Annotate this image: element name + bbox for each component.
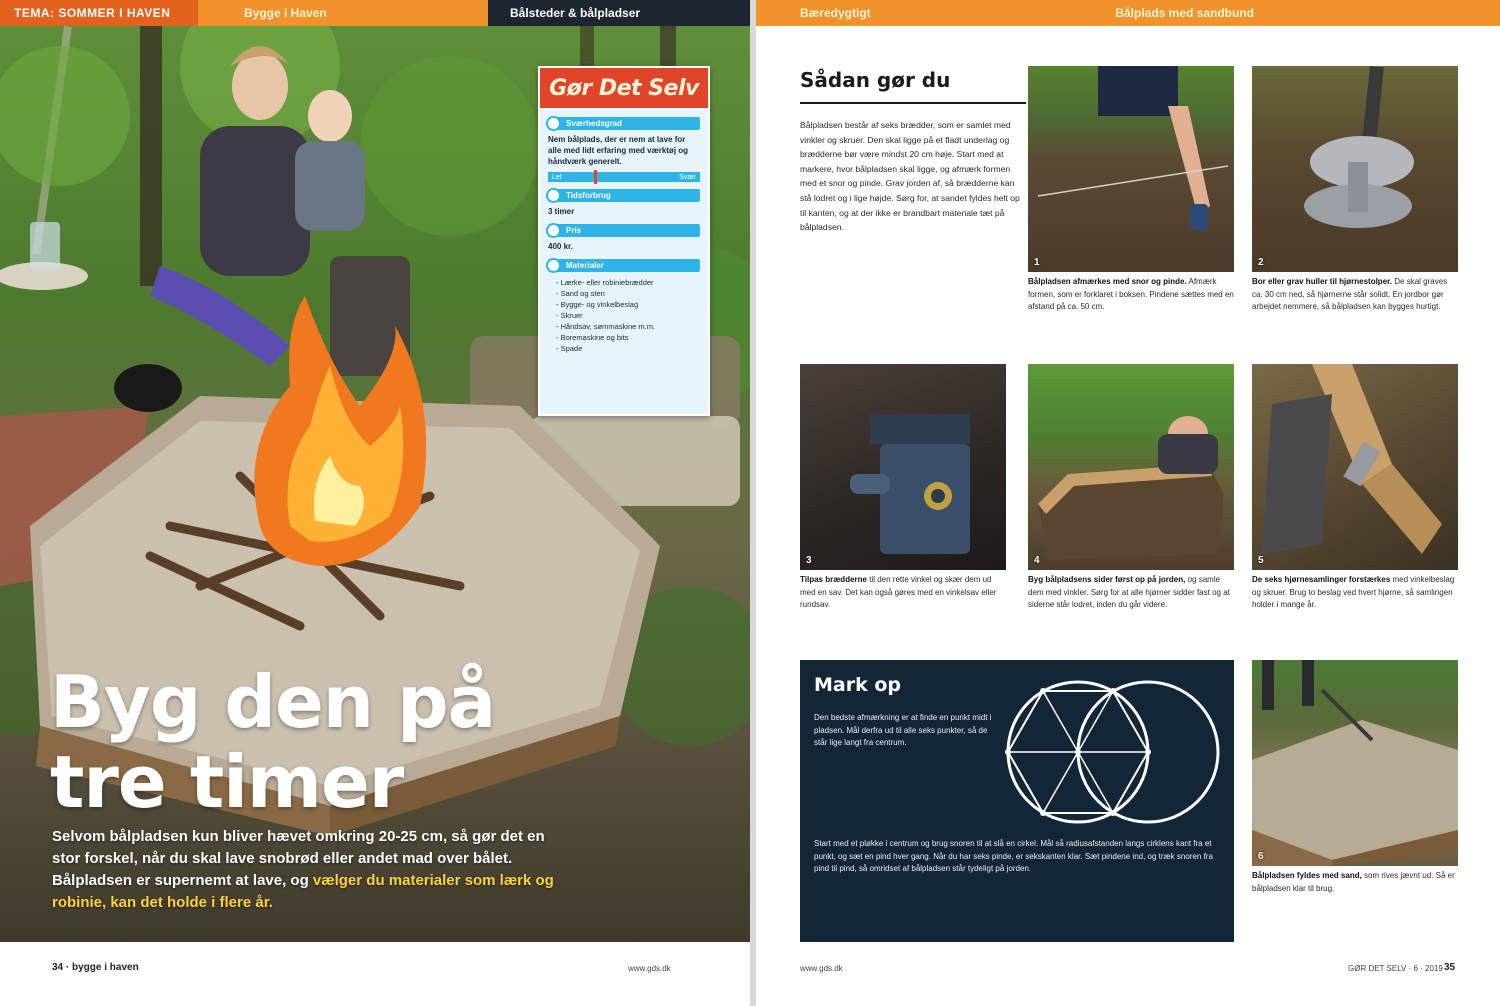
step-text: som rives jævnt ud. Så er bålpladsen klar til brug. — [1252, 871, 1455, 893]
gds-bar — [548, 117, 700, 130]
header-title-right: Bålplads med sandbund — [1115, 6, 1254, 20]
mark-op-box — [800, 660, 1234, 942]
page-number-left: 34 · bygge i haven — [52, 962, 139, 973]
intro-text: Bålpladsen består af seks brædder, som er samlet med vinkler og skruer. Den skal ligge på et fladt underlag og brædderne bør være mindst 20 cm høje. Start med at markere, hvor bålpladsen skal ligge, og afmærk formen med et snor og pinde. Grav jorden af, så brædderne kan stå lodret og i lige højde. Sørg for, at sandet fyldes helt op til kanten, og at der ikke er brandbart materiale tæt på bålpladsen. — [800, 120, 1020, 233]
gds-text: 3 timer — [548, 207, 575, 216]
materials-list — [548, 277, 700, 354]
list-item: - Håndsav, sømmaskine m.m. — [556, 322, 656, 331]
gds-title: Gør Det Selv — [540, 68, 708, 110]
difficulty-marker — [594, 170, 597, 184]
step-title: Bålpladsen fyldes med sand, — [1252, 871, 1362, 880]
gds-section-time — [548, 189, 700, 217]
article-title: Byg den på tre timer — [50, 660, 496, 824]
step-photo-3 — [800, 364, 1006, 570]
vise-photo — [800, 364, 1006, 570]
gds-label: Pris — [566, 226, 582, 235]
gds-info-box — [538, 66, 710, 416]
right-page — [756, 0, 1500, 1006]
step-text: og samle dem med vinkler. Sørg for at alle hjørner sidder fast og at siderne står lodret, inden du går videre. — [1028, 575, 1230, 609]
step-title: Bålpladsen afmærkes med snor og pinde. — [1028, 277, 1187, 286]
step-photo-6 — [1252, 660, 1458, 866]
toolbox-icon — [546, 258, 561, 273]
gds-label: Tidsforbrug — [566, 191, 611, 200]
step-title: Bor eller grav huller til hjørnestolper. — [1252, 277, 1393, 286]
step-title: Byg bålpladsens sider først op på jorden, — [1028, 575, 1186, 584]
list-item: - Sand og sten — [556, 289, 605, 298]
list-item: - Spade — [556, 344, 583, 353]
clock-icon — [546, 188, 561, 203]
step-caption-2 — [1252, 276, 1458, 314]
mark-op-text-1: Den bedste afmærkning er at finde en punkt midt i pladsen. Mål derfra ud til alle seks punkter, så de står lige langt fra centrum. — [814, 713, 992, 747]
step-title: De seks hjørnesamlinger forstærkes — [1252, 575, 1391, 584]
difficulty-scale — [548, 172, 700, 182]
step-photo-2 — [1252, 66, 1458, 272]
step-number: 3 — [806, 555, 812, 566]
list-item: - Boremaskine og bits — [556, 333, 629, 342]
step-caption-5 — [1252, 574, 1458, 612]
step-number: 6 — [1258, 851, 1264, 862]
step-text: til den rette vinkel og skær dem ud med en sav. Det kan også gøres med en vinkelsav eller rundsav. — [800, 575, 997, 609]
page-number-right: 35 — [1444, 962, 1456, 973]
step-photo-4 — [1028, 364, 1234, 570]
left-footer — [0, 942, 750, 1006]
header-section: TEMA: SOMMER I HAVEN — [0, 0, 198, 26]
step-number: 4 — [1034, 555, 1040, 566]
step-text: med vinkelbeslag og skruer. Brug to beslag ved hvert hjørne, så samlingen holder i mange år. — [1252, 575, 1455, 609]
mark-op-title: Mark op — [814, 674, 902, 696]
lead-text: Selvom bålpladsen kun bliver hævet omkring 20-25 cm, så gør det en stor forskel, når du skal lave snobrød eller andet mad over bålet. Bålpladsen er supernemt at lave, og — [52, 828, 545, 889]
step-number: 5 — [1258, 555, 1264, 566]
marking-photo — [1028, 66, 1234, 272]
gds-label: Materialer — [566, 261, 604, 270]
step-photo-5 — [1252, 364, 1458, 570]
lead-accent: vælger du materialer som lærk og robinie, kan det holde i flere år. — [52, 872, 554, 911]
header-right — [756, 0, 1500, 26]
footer-site-right: www.gds.dk — [800, 964, 843, 973]
corner-joint-photo — [1252, 364, 1458, 570]
auger-photo — [1252, 66, 1458, 272]
step-caption-3 — [800, 574, 1006, 612]
gds-bar — [548, 259, 700, 272]
gds-section-difficulty — [548, 117, 700, 182]
scale-max: Svær — [679, 173, 696, 181]
list-item: - Bygge- og vinkelbeslag — [556, 300, 639, 309]
scale-min: Let — [552, 173, 562, 181]
step-number: 1 — [1034, 257, 1040, 268]
right-footer — [756, 942, 1500, 1006]
gds-text: 400 kr. — [548, 242, 573, 251]
level-icon — [546, 116, 561, 131]
hexagon-diagram — [996, 674, 1226, 834]
step-caption-6 — [1252, 870, 1458, 895]
gds-label: Sværhedsgrad — [566, 119, 623, 128]
header-section-right: Bæredygtigt — [800, 6, 871, 20]
gds-section-materials — [548, 259, 700, 354]
gds-bar — [548, 224, 700, 237]
step-text: Afmærk formen, som er forklaret i boksen. Pindene sættes med en afstand på ca. 50 cm. — [1028, 277, 1234, 311]
coin-icon — [546, 223, 561, 238]
section-heading: Sådan gør du — [800, 68, 1026, 104]
gds-text: Nem bålplads, der er nem at lave for alle med lidt erfaring med værktøj og håndværk generelt. — [548, 135, 689, 166]
mark-op-text-2: Start med et pløkke i centrum og brug snoren til at slå en cirkel. Mål så radiusafstanden langs cirklens kant fra et punkt, og sæt en pind hver gang. Når du har seks pinde, er sekskanten klar. Sæt pindene ind, og træk snoren fra pind til pind, så omridset af bålpladsen står tydeligt på jorden. — [814, 839, 1213, 873]
step-text: De skal graves ca. 30 cm ned, så hjørnerne står solidt. En jordbor gør arbejdet nemmere, så bålpladsen kan bygges hurtigt. — [1252, 277, 1448, 311]
step-caption-4 — [1028, 574, 1234, 612]
step-photo-1 — [1028, 66, 1234, 272]
frame-building-photo — [1028, 364, 1234, 570]
list-item: - Lærke- eller robiniebrædder — [556, 278, 654, 287]
footer-issue: GØR DET SELV · 6 · 2019 — [1348, 964, 1443, 973]
header-label: Bygge i Haven — [198, 0, 488, 26]
list-item: - Skruer — [556, 311, 583, 320]
step-title: Tilpas brædderne — [800, 575, 867, 584]
step-caption-1 — [1028, 276, 1234, 314]
article-lead — [52, 826, 572, 914]
finished-pit-photo — [1252, 660, 1458, 866]
gds-section-price — [548, 224, 700, 252]
gds-bar — [548, 189, 700, 202]
header-topic: Bålsteder & bålpladser — [488, 0, 750, 26]
footer-site-left: www.gds.dk — [628, 964, 671, 973]
step-number: 2 — [1258, 257, 1264, 268]
